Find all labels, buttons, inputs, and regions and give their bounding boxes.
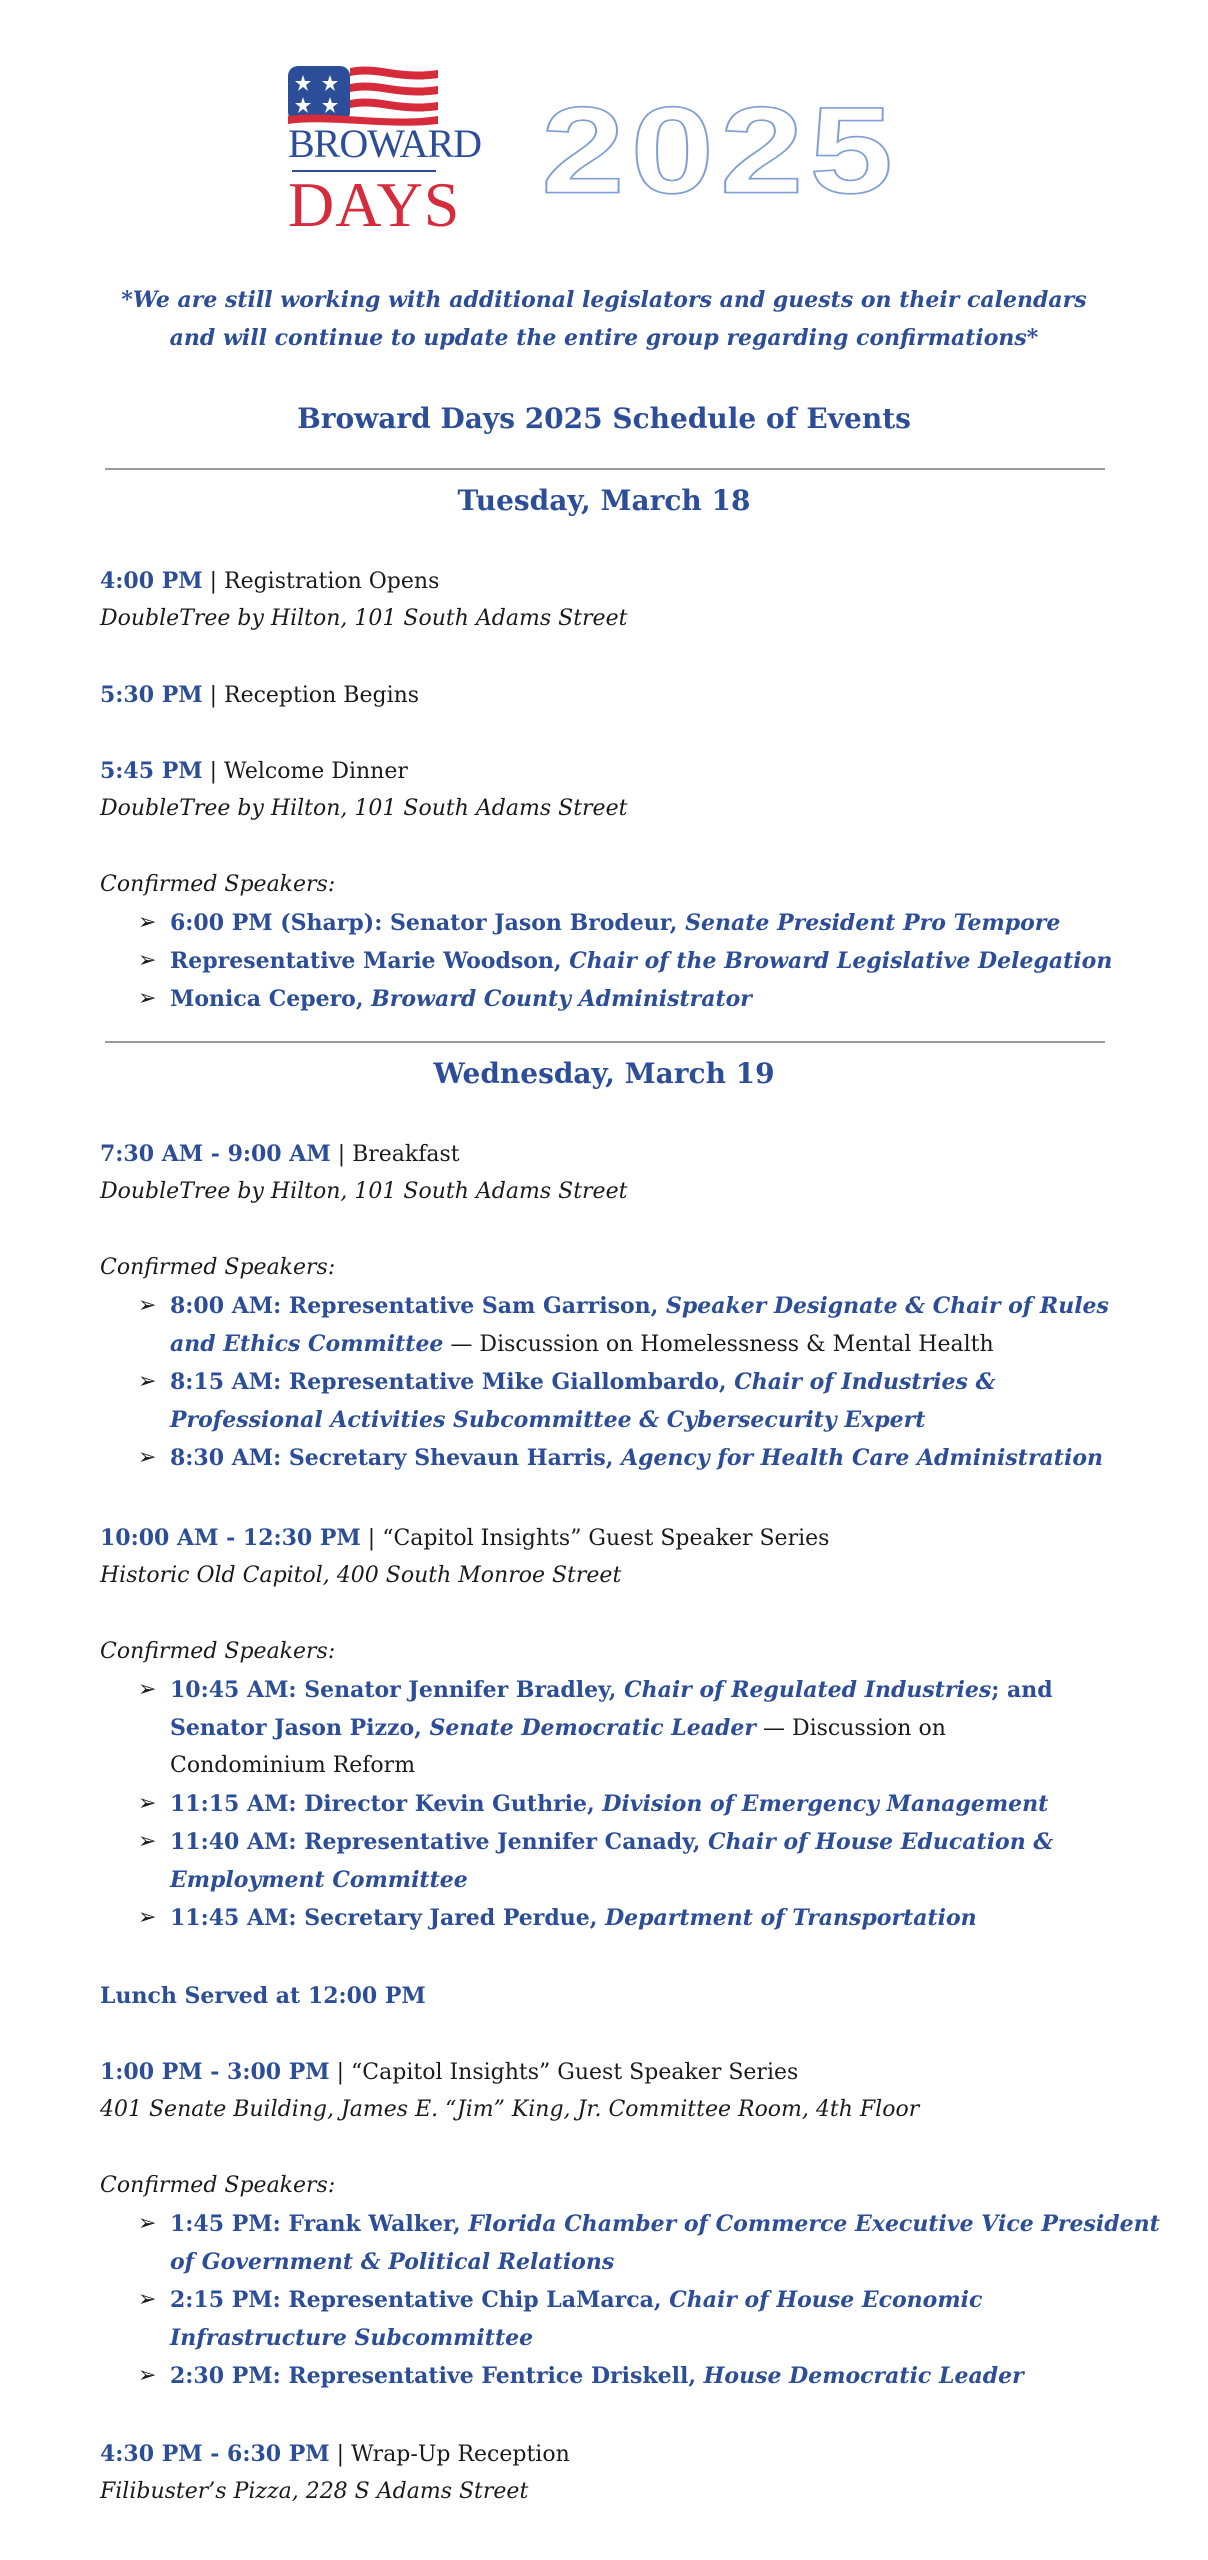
speaker-role: Chair of the Broward Legislative Delegation (569, 948, 1113, 974)
speaker-name: 10:45 AM: Senator Jennifer Bradley, (170, 1677, 625, 1703)
speaker-item (170, 1443, 1103, 1474)
event-venue: Filibuster’s Pizza, 228 S Adams Street (100, 2479, 529, 2504)
speaker-item (170, 1789, 1048, 1820)
event-time: 4:30 PM - 6:30 PM (100, 2441, 330, 2467)
bullet-icon: ➢ (138, 2287, 157, 2312)
day-heading-wednesday: Wednesday, March 19 (433, 1057, 775, 1090)
bullet-icon: ➢ (138, 1677, 157, 1702)
event-venue: DoubleTree by Hilton, 101 South Adams Street (100, 796, 628, 821)
day-heading-tuesday: Tuesday, March 18 (457, 484, 751, 517)
event-label: | Breakfast (330, 1142, 460, 1167)
speaker-name: Monica Cepero, (170, 986, 372, 1012)
event-breakfast (100, 1139, 460, 1170)
confirmed-speakers-label: Confirmed Speakers: (100, 1639, 336, 1664)
bullet-icon: ➢ (138, 2363, 157, 2388)
speaker-item-continued (170, 1713, 946, 1744)
logo-word-broward: BROWARD (288, 121, 482, 166)
event-time: 10:00 AM - 12:30 PM (100, 1525, 361, 1551)
event-registration (100, 566, 439, 597)
speaker-name: 11:40 AM: Representative Jennifer Canady, (170, 1829, 709, 1855)
bullet-icon: ➢ (138, 1905, 157, 1930)
logo-word-days: DAYS (288, 169, 461, 240)
bullet-icon: ➢ (138, 1445, 157, 1470)
event-label: | Registration Opens (202, 569, 440, 594)
confirmation-note (100, 281, 1108, 357)
event-venue: DoubleTree by Hilton, 101 South Adams Street (100, 1179, 628, 1204)
logo-mark (288, 66, 482, 241)
event-label: | Welcome Dinner (202, 759, 408, 784)
speaker-role: Chair of Industries & (734, 1369, 996, 1395)
speaker-name: 8:15 AM: Representative Mike Giallombardo, (170, 1369, 735, 1395)
event-venue: DoubleTree by Hilton, 101 South Adams Street (100, 606, 628, 631)
speaker-item-continued (170, 1405, 925, 1436)
speaker-topic: — Discussion on (755, 1716, 946, 1741)
svg-text:2025: 2025 (541, 86, 899, 216)
bullet-icon: ➢ (138, 2211, 157, 2236)
speaker-role: Department of Transportation (605, 1905, 977, 1931)
speaker-name: 8:00 AM: Representative Sam Garrison, (170, 1293, 666, 1319)
event-venue: 401 Senate Building, James E. “Jim” King, Jr. Committee Room, 4th Floor (100, 2097, 920, 2122)
speaker-role: Senate President Pro Tempore (685, 910, 1061, 936)
event-welcome-dinner (100, 756, 408, 787)
speaker-name: 6:00 PM (Sharp): Senator Jason Brodeur, (170, 910, 686, 936)
confirmed-speakers-label: Confirmed Speakers: (100, 2173, 336, 2198)
note-line-2: and will continue to update the entire group regarding confirmations* (169, 325, 1039, 351)
speaker-item-continued (170, 1329, 994, 1360)
bullet-icon: ➢ (138, 1369, 157, 1394)
flag-icon (288, 66, 440, 126)
speaker-name: 11:15 AM: Director Kevin Guthrie, (170, 1791, 603, 1817)
speaker-item (170, 1367, 995, 1398)
event-time: 5:45 PM (100, 758, 203, 784)
speaker-item (170, 1827, 1053, 1858)
event-capitol-insights-morning (100, 1523, 829, 1554)
bullet-icon: ➢ (138, 948, 157, 973)
confirmed-speakers-label: Confirmed Speakers: (100, 872, 336, 897)
event-time: 7:30 AM - 9:00 AM (100, 1141, 331, 1167)
speaker-item (170, 984, 752, 1015)
speaker-role: and Ethics Committee (170, 1331, 444, 1357)
speaker-item-continued (170, 2247, 614, 2278)
speaker-item (170, 946, 1112, 977)
event-venue: Historic Old Capitol, 400 South Monroe Street (100, 1563, 622, 1588)
event-label: | Wrap-Up Reception (329, 2442, 570, 2467)
speaker-item (170, 908, 1060, 939)
bullet-icon: ➢ (138, 1829, 157, 1854)
speaker-name: 2:15 PM: Representative Chip LaMarca, (170, 2287, 670, 2313)
speaker-role: Professional Activities Subcommittee & Cybersecurity Expert (170, 1407, 926, 1433)
speaker-item (170, 1903, 977, 1934)
speaker-name: 1:45 PM: Frank Walker, (170, 2211, 469, 2237)
speaker-name: Representative Marie Woodson, (170, 948, 570, 974)
speaker-conjunction: ; and (991, 1677, 1053, 1703)
speaker-topic: Condominium Reform (170, 1753, 416, 1778)
logo-year (450, 86, 990, 216)
speaker-item (170, 2209, 1160, 2240)
event-capitol-insights-afternoon (100, 2057, 798, 2088)
event-time: 5:30 PM (100, 682, 203, 708)
divider (105, 468, 1105, 470)
speaker-item-continued (170, 1751, 415, 1781)
speaker-item (170, 1291, 1109, 1322)
event-label: | Reception Begins (202, 683, 420, 708)
note-line-1: *We are still working with additional legislators and guests on their calendars (121, 287, 1087, 313)
speaker-name: 8:30 AM: Secretary Shevaun Harris, (170, 1445, 622, 1471)
speaker-role: Chair of House Economic (669, 2287, 983, 2313)
bullet-icon: ➢ (138, 910, 157, 935)
speaker-role: Agency for Health Care Administration (621, 1445, 1103, 1471)
speaker-role: Chair of House Education & (708, 1829, 1054, 1855)
speaker-item-continued (170, 1865, 468, 1896)
event-label: | “Capitol Insights” Guest Speaker Series (329, 2060, 799, 2085)
speaker-name: 2:30 PM: Representative Fentrice Driskell, (170, 2363, 704, 2389)
divider (105, 1041, 1105, 1043)
speaker-role: Employment Committee (170, 1867, 468, 1893)
speaker-role: Broward County Administrator (371, 986, 752, 1012)
speaker-item (170, 2361, 1024, 2392)
event-label: | “Capitol Insights” Guest Speaker Series (360, 1526, 830, 1551)
lunch-notice: Lunch Served at 12:00 PM (100, 1983, 426, 2009)
speaker-item (170, 1675, 1053, 1706)
speaker-role: of Government & Political Relations (170, 2249, 615, 2275)
confirmed-speakers-label: Confirmed Speakers: (100, 1255, 336, 1280)
event-reception (100, 680, 419, 711)
speaker-role: Speaker Designate & Chair of Rules (665, 1293, 1109, 1319)
event-time: 4:00 PM (100, 568, 203, 594)
speaker-item-continued (170, 2323, 533, 2354)
speaker-role: House Democratic Leader (703, 2363, 1024, 2389)
speaker-role: Infrastructure Subcommittee (170, 2325, 534, 2351)
bullet-icon: ➢ (138, 1293, 157, 1318)
speaker-name: 11:45 AM: Secretary Jared Perdue, (170, 1905, 606, 1931)
speaker-role: Division of Emergency Management (602, 1791, 1049, 1817)
speaker-name: Senator Jason Pizzo, (170, 1715, 430, 1741)
speaker-role: Florida Chamber of Commerce Executive Vice President (468, 2211, 1160, 2237)
bullet-icon: ➢ (138, 1791, 157, 1816)
speaker-role: Senate Democratic Leader (429, 1715, 756, 1741)
event-time: 1:00 PM - 3:00 PM (100, 2059, 330, 2085)
bullet-icon: ➢ (138, 986, 157, 1011)
speaker-role: Chair of Regulated Industries (624, 1677, 992, 1703)
broward-days-logo (288, 66, 988, 246)
page-title: Broward Days 2025 Schedule of Events (297, 402, 911, 435)
speaker-item (170, 2285, 982, 2316)
event-wrap-up-reception (100, 2439, 570, 2470)
speaker-topic: — Discussion on Homelessness & Mental Health (443, 1332, 994, 1357)
